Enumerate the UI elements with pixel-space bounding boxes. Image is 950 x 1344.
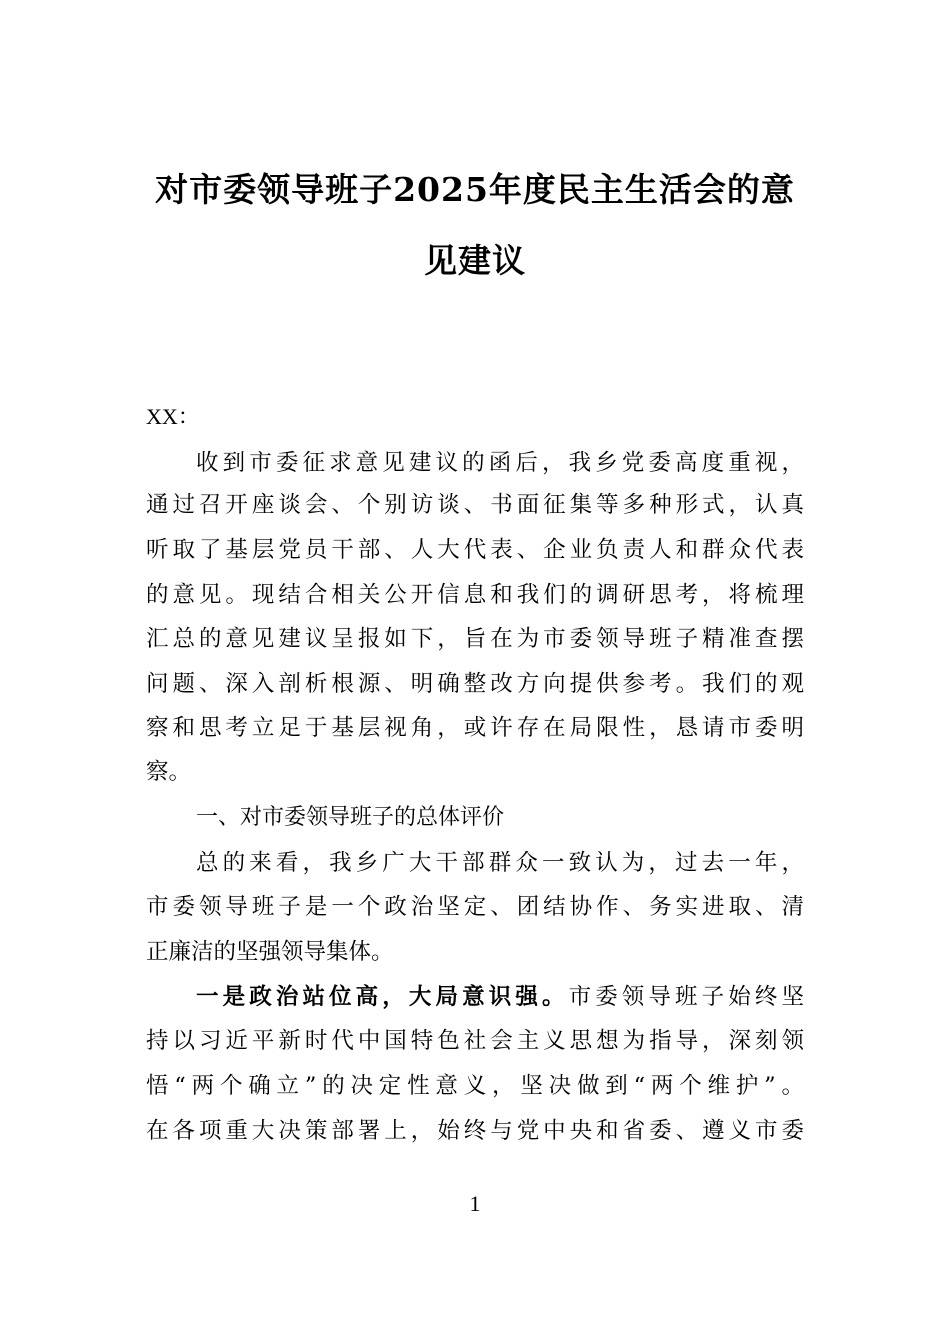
intro-line: 汇总的意见建议呈报如下，旨在为市委领导班子精准查摆 <box>146 626 804 652</box>
section1-line: 市委领导班子是一个政治坚定、团结协作、务实进取、清 <box>146 894 804 920</box>
section1-line: 总的来看，我乡广大干部群众一致认为，过去一年， <box>196 850 804 876</box>
intro-line: 听取了基层党员干部、人大代表、企业负责人和群众代表 <box>146 537 804 563</box>
intro-line: 收到市委征求意见建议的函后，我乡党委高度重视， <box>196 450 804 476</box>
document-title-line-1: 对市委领导班子2025年度民主生活会的意 <box>155 170 795 209</box>
document-title-line-2: 见建议 <box>424 241 526 280</box>
point1-line: 悟“两个确立”的决定性意义，坚决做到“两个维护”。 <box>146 1073 804 1099</box>
point1-lead: 一是政治站位高，大局意识强。 <box>196 984 569 1010</box>
page-number: 1 <box>469 1191 481 1216</box>
salutation: XX： <box>146 404 200 429</box>
point1-first-rest: 市委领导班子始终坚 <box>568 984 804 1010</box>
section-heading: 一、对市委领导班子的总体评价 <box>196 805 505 830</box>
point1-first-line <box>196 982 804 1012</box>
intro-line: 问题、深入剖析根源、明确整改方向提供参考。我们的观 <box>146 671 804 697</box>
intro-line: 察。 <box>146 759 192 785</box>
section1-line: 正廉洁的坚强领导集体。 <box>146 939 394 965</box>
intro-line: 通过召开座谈会、个别访谈、书面征集等多种形式，认真 <box>146 492 804 518</box>
intro-line: 察和思考立足于基层视角，或许存在局限性，恳请市委明 <box>146 715 804 741</box>
intro-line: 的意见。现结合相关公开信息和我们的调研思考，将梳理 <box>146 582 804 608</box>
point1-line: 在各项重大决策部署上，始终与党中央和省委、遵义市委 <box>146 1118 804 1144</box>
point1-line: 持以习近平新时代中国特色社会主义思想为指导，深刻领 <box>146 1028 804 1054</box>
